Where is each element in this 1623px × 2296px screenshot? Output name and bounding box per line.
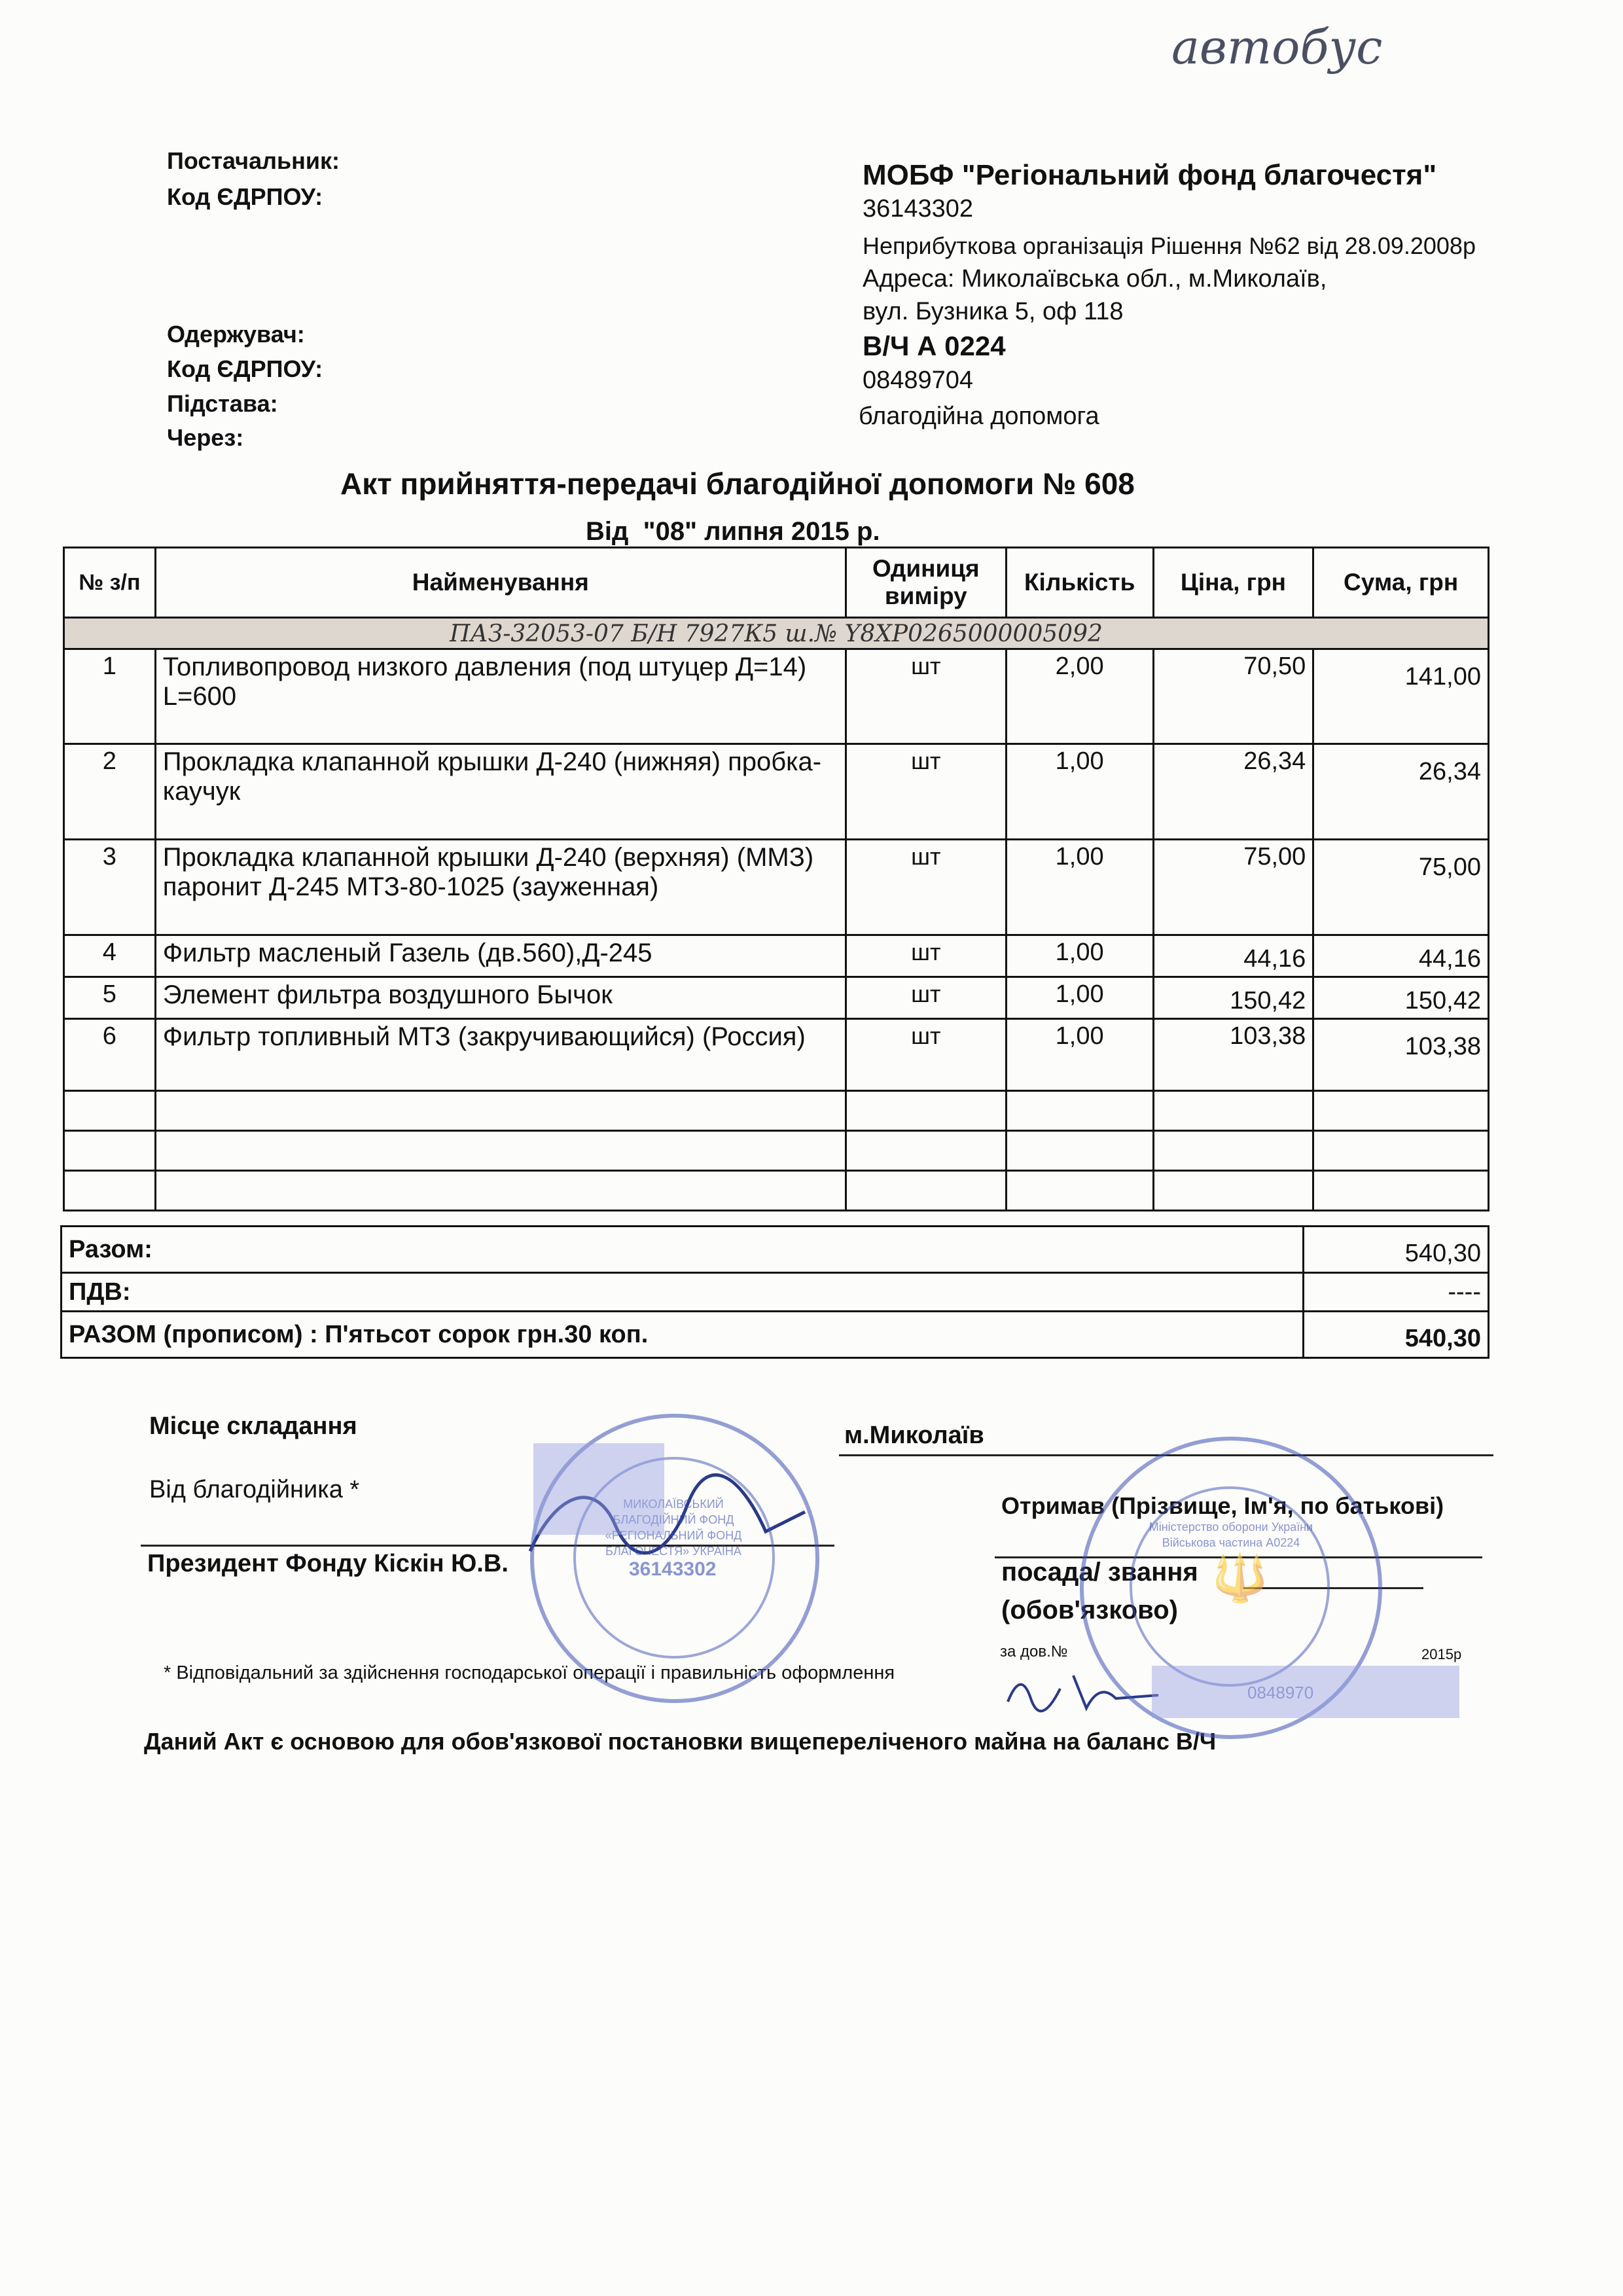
header-sum: Сума, грн — [1313, 548, 1489, 618]
via-label: Через: — [167, 424, 244, 451]
row-unit: шт — [846, 744, 1006, 840]
vehicle-note-row — [64, 618, 1489, 649]
items-table — [63, 547, 1489, 1211]
header-qty: Кількість — [1006, 548, 1153, 618]
row-unit: шт — [846, 977, 1006, 1019]
row-qty: 1,00 — [1006, 1019, 1153, 1091]
responsible-footnote: * Відповідальний за здійснення господарської операції і правильність оформлення — [164, 1662, 895, 1683]
row-sum: 150,42 — [1313, 977, 1489, 1019]
row-num: 3 — [64, 840, 156, 935]
recipient-edrpou-label: Код ЄДРПОУ: — [167, 355, 323, 382]
row-num: 5 — [64, 977, 156, 1019]
table-row — [64, 977, 1489, 1019]
total-words-row — [62, 1312, 1489, 1358]
redacted-signature-right — [1152, 1666, 1459, 1718]
row-qty: 2,00 — [1006, 649, 1153, 744]
row-name: Элемент фильтра воздушного Бычок — [155, 977, 846, 1019]
received-label: Отримав (Прізвище, Ім'я, по батькові) — [1001, 1492, 1444, 1519]
supplier-name: МОБФ "Регіональний фонд благочестя" — [863, 159, 1437, 191]
unit-stamp-text: Міністерство оборони України Військова частина А0224 — [1149, 1520, 1313, 1549]
header-price: Ціна, грн — [1153, 548, 1313, 618]
row-num: 1 — [64, 649, 156, 744]
empty-row — [64, 1171, 1489, 1211]
vat-label: ПДВ: — [62, 1273, 1304, 1312]
supplier-edrpou: 36143302 — [863, 195, 974, 223]
year-label: 2015р — [1421, 1646, 1462, 1662]
vehicle-note-text: ПАЗ-32053-07 Б/Н 7927К5 ш.№ Y8XP0265000005092 — [450, 620, 1103, 647]
place-label: Місце складання — [149, 1412, 357, 1440]
coat-of-arms-icon: 🔱 — [1211, 1552, 1269, 1604]
president-name: Президент Фонду Кіскін Ю.В. — [147, 1550, 508, 1577]
row-sum: 26,34 — [1313, 744, 1489, 840]
row-qty: 1,00 — [1006, 977, 1153, 1019]
row-name: Прокладка клапанной крышки Д-240 (верхняя) (ММЗ) паронит Д-245 МТЗ-80-1025 (зауженная) — [155, 840, 846, 935]
proxy-label: за дов.№ — [1000, 1643, 1068, 1660]
act-date: Від "08" липня 2015 р. — [586, 517, 880, 546]
final-note: Даний Акт є основою для обов'язкової постановки вищепереліченого майна на баланс В/Ч — [144, 1728, 1217, 1755]
row-qty: 1,00 — [1006, 935, 1153, 977]
row-unit: шт — [846, 840, 1006, 935]
position-required: (обов'язково) — [1001, 1596, 1178, 1624]
row-num: 2 — [64, 744, 156, 840]
header-num: № з/п — [64, 548, 156, 618]
row-num: 6 — [64, 1019, 156, 1091]
row-price: 75,00 — [1153, 840, 1313, 935]
fund-stamp-text: МИКОЛАЇВСЬКИЙ БЛАГОДІЙНИЙ ФОНД «РЕГІОНАЛЬНИЙ ФОНД БЛАГОЧЕСТЯ» УКРАЇНА — [605, 1498, 742, 1558]
table-row — [64, 1019, 1489, 1091]
row-sum: 141,00 — [1313, 649, 1489, 744]
row-unit: шт — [846, 935, 1006, 977]
vat-value: ---- — [1304, 1273, 1489, 1312]
empty-row — [64, 1131, 1489, 1171]
table-row — [64, 840, 1489, 935]
supplier-address-line1: Адреса: Миколаївська обл., м.Миколаїв, — [863, 265, 1327, 293]
supplier-address-line2: вул. Бузника 5, оф 118 — [863, 298, 1124, 325]
supplier-edrpou-label: Код ЄДРПОУ: — [167, 183, 323, 210]
row-price: 44,16 — [1153, 935, 1313, 977]
table-row — [64, 935, 1489, 977]
vat-row — [62, 1273, 1489, 1312]
supplier-decision: Неприбуткова організація Рішення №62 від 28.09.2008р — [863, 232, 1476, 259]
header-unit: Одиниця виміру — [846, 548, 1006, 618]
table-header-row — [64, 548, 1489, 618]
place-value: м.Миколаїв — [844, 1422, 984, 1449]
row-name: Топливопровод низкого давления (под штуцер Д=14) L=600 — [155, 649, 846, 744]
fund-stamp-code: 36143302 — [629, 1558, 717, 1580]
vehicle-note — [64, 618, 1489, 649]
total-label: Разом: — [62, 1227, 1304, 1273]
row-price: 26,34 — [1153, 744, 1313, 840]
supplier-label: Постачальник: — [167, 147, 340, 174]
empty-row — [64, 1091, 1489, 1131]
recipient-label: Одержувач: — [167, 321, 305, 348]
row-qty: 1,00 — [1006, 840, 1153, 935]
header-name: Найменування — [155, 548, 846, 618]
table-row — [64, 649, 1489, 744]
total-row — [62, 1227, 1489, 1273]
recipient-edrpou: 08489704 — [863, 367, 974, 394]
row-price: 70,50 — [1153, 649, 1313, 744]
position-label: посада/ звання — [1001, 1558, 1198, 1587]
row-sum: 44,16 — [1313, 935, 1489, 977]
basis-label: Підстава: — [167, 390, 278, 417]
row-price: 150,42 — [1153, 977, 1313, 1019]
recipient-name: В/Ч А 0224 — [863, 331, 1006, 361]
row-num: 4 — [64, 935, 156, 977]
total-words-value: 540,30 — [1304, 1312, 1489, 1358]
table-row — [64, 744, 1489, 840]
row-name: Прокладка клапанной крышки Д-240 (нижняя) пробка-каучук — [155, 744, 846, 840]
row-name: Фильтр масленый Газель (дв.560),Д-245 — [155, 935, 846, 977]
row-price: 103,38 — [1153, 1019, 1313, 1091]
row-sum: 103,38 — [1313, 1019, 1489, 1091]
redacted-signature-left — [533, 1443, 664, 1535]
row-unit: шт — [846, 649, 1006, 744]
total-value: 540,30 — [1304, 1227, 1489, 1273]
from-donor-label: Від благодійника * — [149, 1476, 360, 1503]
row-qty: 1,00 — [1006, 744, 1153, 840]
handwritten-note: автобус — [1171, 20, 1383, 75]
row-name: Фильтр топливный МТЗ (закручивающийся) (Россия) — [155, 1019, 846, 1091]
row-unit: шт — [846, 1019, 1006, 1091]
act-title: Акт прийняття-передачі благодійної допомоги № 608 — [340, 467, 1135, 501]
recipient-basis: благодійна допомога — [859, 403, 1099, 430]
unit-stamp-code: 0848970 — [1247, 1683, 1314, 1702]
total-words-label: РАЗОМ (прописом) : П'ятьсот сорок грн.30 коп. — [62, 1312, 1304, 1358]
row-sum: 75,00 — [1313, 840, 1489, 935]
totals-table — [60, 1225, 1489, 1359]
